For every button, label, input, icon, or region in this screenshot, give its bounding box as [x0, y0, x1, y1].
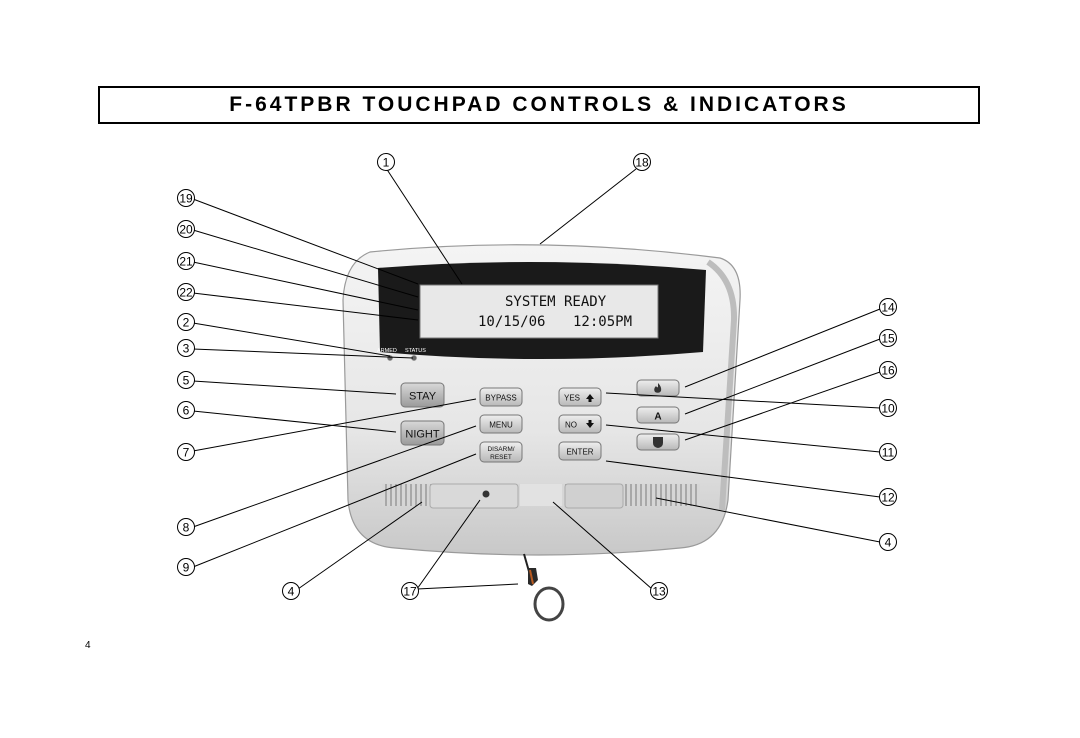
lcd-line-1: SYSTEM READY	[505, 294, 607, 310]
armed-label: ARMED	[377, 348, 397, 354]
svg-text:14: 14	[881, 300, 895, 315]
status-label: STATUS	[405, 348, 426, 354]
callout-18	[634, 154, 651, 171]
callout-4-bottom	[283, 583, 300, 600]
svg-text:10: 10	[881, 401, 895, 416]
logo-panel	[565, 484, 623, 508]
callout-12	[880, 489, 897, 506]
svg-text:MENU: MENU	[489, 420, 513, 430]
callout-3	[178, 340, 195, 357]
callout-11	[880, 444, 897, 461]
callout-13	[651, 583, 668, 600]
svg-text:13: 13	[652, 584, 666, 599]
svg-text:5: 5	[182, 373, 190, 388]
stay-button[interactable]	[401, 383, 444, 407]
fire-emergency-button[interactable]	[637, 380, 679, 396]
svg-text:NO: NO	[565, 420, 577, 430]
svg-text:7: 7	[182, 445, 190, 460]
callout-4-right	[880, 534, 897, 551]
svg-text:A: A	[654, 411, 662, 423]
svg-text:6: 6	[182, 403, 190, 418]
svg-text:STAY: STAY	[408, 390, 437, 403]
lcd-line-2-time: 12:05PM	[573, 314, 633, 330]
key-panel	[430, 484, 518, 508]
callout-20	[178, 221, 195, 238]
police-badge-icon	[653, 437, 663, 448]
svg-text:9: 9	[182, 560, 190, 575]
svg-text:3: 3	[182, 341, 190, 356]
auxiliary-emergency-button[interactable]	[637, 407, 679, 423]
svg-text:20: 20	[179, 222, 193, 237]
svg-text:ENTER: ENTER	[566, 447, 594, 457]
svg-text:8: 8	[182, 520, 190, 535]
callout-16	[880, 362, 897, 379]
svg-text:1: 1	[382, 155, 390, 170]
svg-text:2: 2	[182, 315, 190, 330]
page-number: 4	[85, 640, 91, 651]
no-button[interactable]	[559, 415, 601, 433]
callout-6	[178, 402, 195, 419]
callout-14	[880, 299, 897, 316]
callout-15	[880, 330, 897, 347]
callout-5	[178, 372, 195, 389]
tamper-slot	[520, 484, 562, 506]
callout-10	[880, 400, 897, 417]
callout-2	[178, 314, 195, 331]
svg-text:11: 11	[881, 445, 895, 460]
callout-22	[178, 284, 195, 301]
enter-button[interactable]	[559, 442, 601, 460]
lcd-screen	[420, 285, 658, 338]
yes-button[interactable]	[559, 388, 601, 406]
svg-text:12: 12	[881, 490, 895, 505]
callout-9	[178, 559, 195, 576]
svg-text:22: 22	[179, 285, 193, 300]
svg-text:16: 16	[881, 363, 895, 378]
menu-button[interactable]	[480, 415, 522, 433]
svg-text:DISARM/: DISARM/	[487, 446, 515, 453]
callout-1	[378, 154, 395, 171]
svg-text:RESET: RESET	[490, 454, 512, 461]
svg-text:4: 4	[884, 535, 892, 550]
svg-text:4: 4	[287, 584, 295, 599]
svg-text:YES: YES	[563, 393, 581, 403]
key-hole[interactable]	[483, 491, 490, 498]
night-button[interactable]	[401, 421, 444, 445]
svg-text:19: 19	[179, 191, 193, 206]
svg-text:NIGHT: NIGHT	[405, 428, 440, 441]
svg-text:21: 21	[179, 254, 193, 269]
callout-7	[178, 444, 195, 461]
callout-17	[402, 583, 419, 600]
svg-text:BYPASS: BYPASS	[485, 393, 517, 403]
lcd-line-2-date: 10/15/06	[478, 314, 546, 330]
page-title: F-64TPBR TOUCHPAD CONTROLS & INDICATORS	[229, 93, 849, 116]
callout-8	[178, 519, 195, 536]
svg-text:15: 15	[881, 331, 895, 346]
bypass-button[interactable]	[480, 388, 522, 406]
service-key-icon	[524, 554, 563, 620]
callout-21	[178, 253, 195, 270]
police-emergency-button[interactable]	[637, 434, 679, 450]
svg-text:17: 17	[403, 584, 417, 599]
disarm-reset-button[interactable]	[480, 442, 522, 462]
callout-19	[178, 190, 195, 207]
svg-text:18: 18	[635, 155, 649, 170]
